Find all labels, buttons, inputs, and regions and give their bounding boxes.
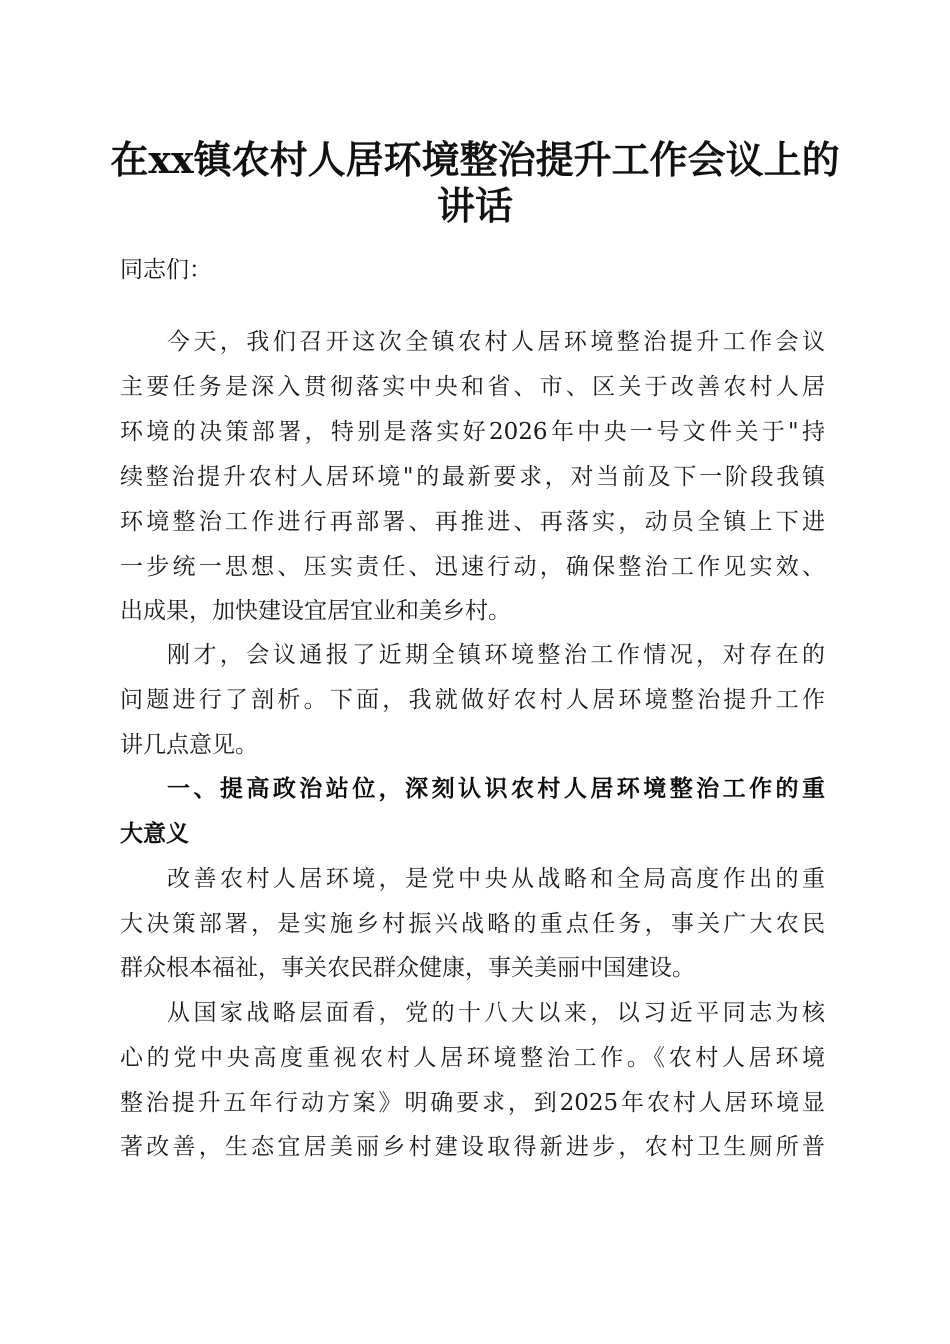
paragraph-line: 出成果，加快建设宜居宜业和美乡村。: [120, 598, 511, 624]
paragraph-line: 讲几点意见。: [120, 732, 258, 758]
paragraph-line: 今天，我们召开这次全镇农村人居环境整治提升工作会议: [167, 329, 825, 355]
paragraph-line: 刚才，会议通报了近期全镇环境整治工作情况，对存在的: [167, 642, 825, 668]
paragraph-line: 整治提升五年行动方案》明确要求，到2025年农村人居环境显: [120, 1090, 825, 1116]
salutation: 同志们：: [120, 257, 212, 283]
paragraph-line: 续整治提升农村人居环境"的最新要求，对当前及下一阶段我镇: [120, 464, 825, 490]
paragraph-line: 问题进行了剖析。下面，我就做好农村人居环境整治提升工作: [120, 687, 825, 713]
paragraph-line: 群众根本福祉，事关农民群众健康，事关美丽中国建设。: [120, 955, 695, 981]
section-heading: 一、提高政治站位，深刻认识农村人居环境整治工作的重: [167, 776, 825, 802]
paragraph-line: 著改善，生态宜居美丽乡村建设取得新进步，农村卫生厕所普: [120, 1134, 825, 1160]
section-heading: 大意义: [120, 821, 189, 847]
document-title-line-1: 在xx镇农村人居环境整治提升工作会议上的: [110, 137, 840, 182]
paragraph-line: 环境整治工作进行再部署、再推进、再落实，动员全镇上下进: [120, 509, 825, 535]
paragraph-line: 一步统一思想、压实责任、迅速行动，确保整治工作见实效、: [120, 554, 825, 580]
paragraph-line: 改善农村人居环境，是党中央从战略和全局高度作出的重: [167, 866, 825, 892]
paragraph-line: 心的党中央高度重视农村人居环境整治工作。《农村人居环境: [120, 1045, 825, 1071]
paragraph-line: 环境的决策部署，特别是落实好2026年中央一号文件关于"持: [120, 419, 825, 445]
paragraph-line: 主要任务是深入贯彻落实中央和省、市、区关于改善农村人居: [120, 374, 825, 400]
paragraph-line: 大决策部署，是实施乡村振兴战略的重点任务，事关广大农民: [120, 911, 825, 937]
paragraph-line: 从国家战略层面看，党的十八大以来，以习近平同志为核: [167, 1000, 825, 1026]
document-title-line-2: 讲话: [436, 183, 513, 228]
